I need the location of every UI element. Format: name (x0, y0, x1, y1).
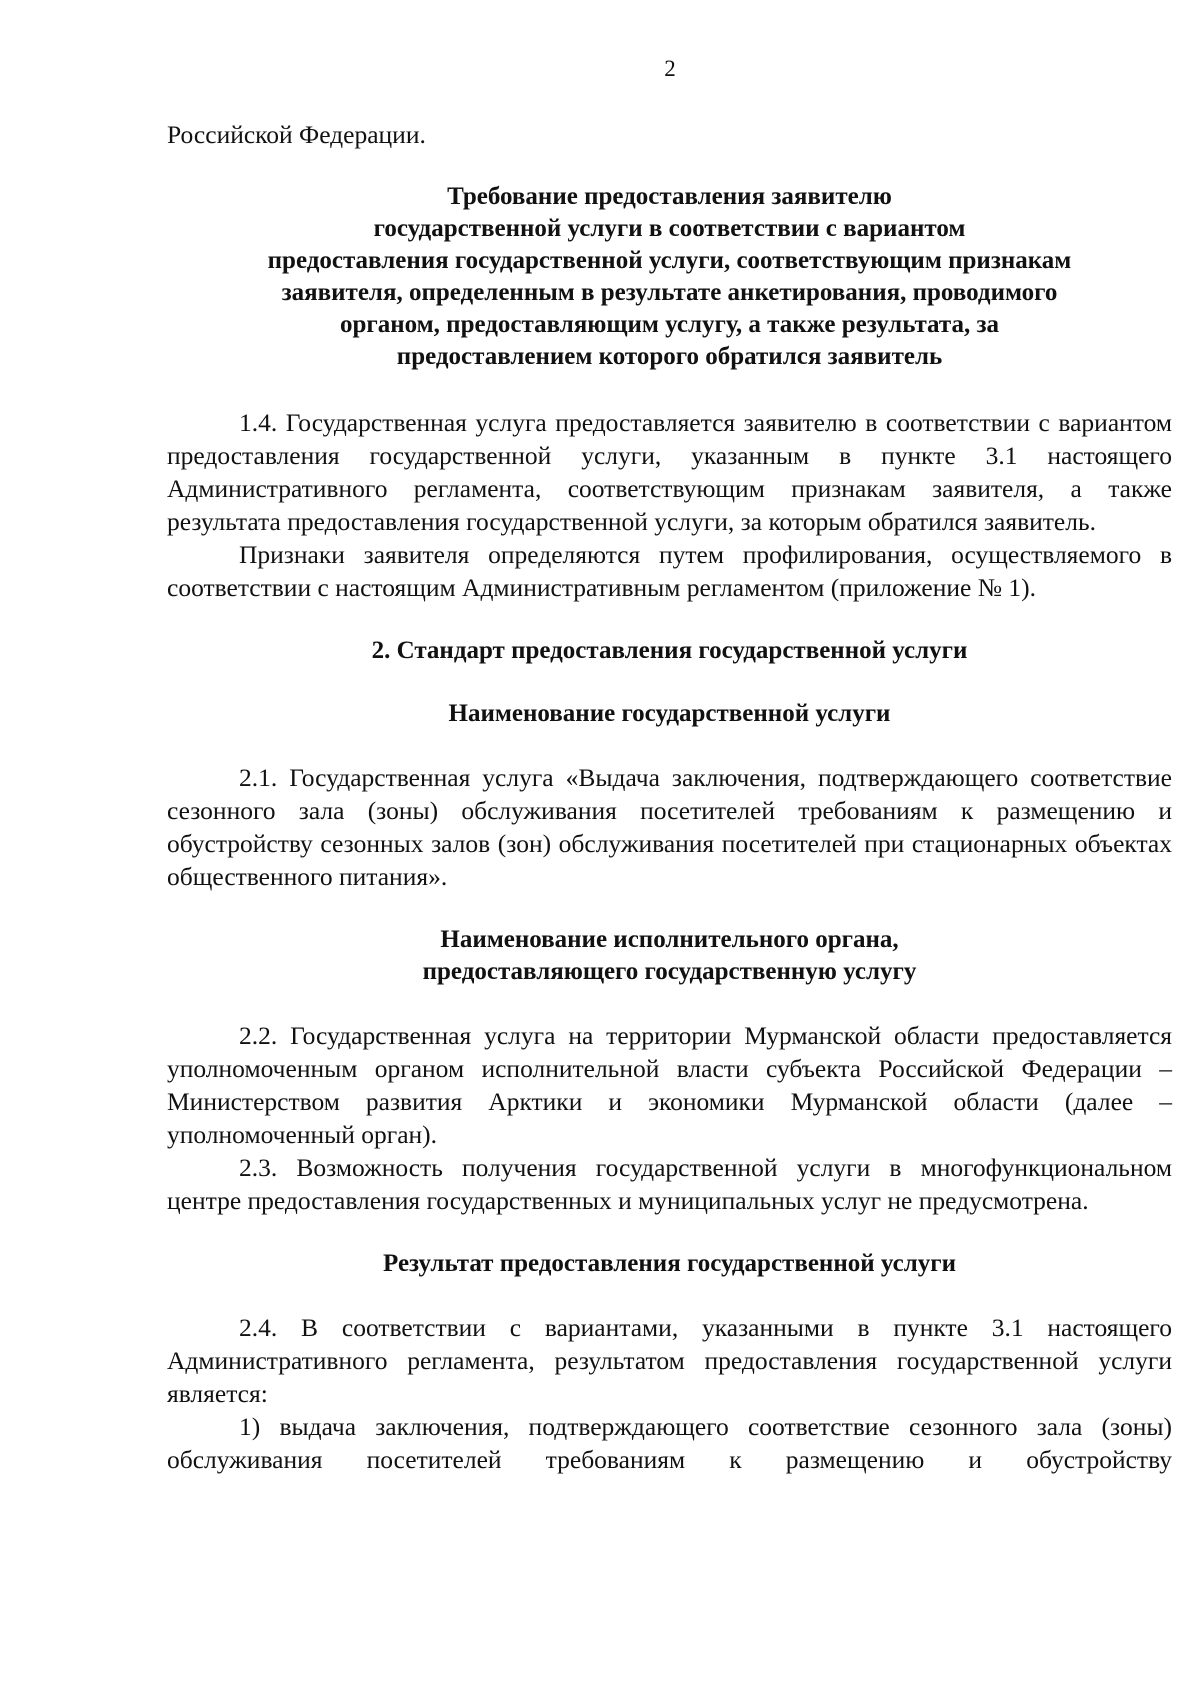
requirement-heading-line: Требование предоставления заявителю (447, 183, 892, 210)
requirement-heading (167, 181, 1172, 373)
result-list-item-1: 1) выдача заключения, подтверждающего соответствие сезонного зала (зоны) обслуживания посетителей требованиям к размещению и обустройству (167, 1412, 1172, 1474)
executive-organ-heading (167, 924, 1172, 988)
paragraph-1-4: 1.4. Государственная услуга предоставляется заявителю в соответствии с вариантом предоставления государственной услуги, указанным в пункте 3.1 настоящего Административного регламента, соответствующим признакам заявителя, а также результата предоставления государственной услуги, за которым обратился заявитель. (167, 408, 1172, 536)
requirement-heading-line: предоставлением которого обратился заявитель (396, 343, 943, 370)
service-result-heading: Результат предоставления государственной услуги (383, 1250, 956, 1277)
requirement-heading-line: предоставления государственной услуги, соответствующим признакам (267, 247, 1072, 274)
section-2-heading: 2. Стандарт предоставления государственной услуги (371, 637, 968, 664)
paragraph-2-2: 2.2. Государственная услуга на территории Мурманской области предоставляется уполномоченным органом исполнительной власти субъекта Российской Федерации – Министерством развития Арктики и экономики Мурманской области (далее – уполномоченный орган). (167, 1021, 1172, 1149)
paragraph-2-1: 2.1. Государственная услуга «Выдача заключения, подтверждающего соответствие сезонного зала (зоны) обслуживания посетителей требованиям к размещению и обустройству сезонных залов (зон) обслуживания посетителей при стационарных объектах общественного питания». (167, 763, 1172, 891)
requirement-heading-line: государственной услуги в соответствии с вариантом (373, 215, 966, 242)
paragraph-2-4: 2.4. В соответствии с вариантами, указанными в пункте 3.1 настоящего Административного регламента, результатом предоставления государственной услуги является: (167, 1313, 1172, 1408)
executive-organ-heading-line: предоставляющего государственную услугу (422, 958, 917, 985)
page-number: 2 (664, 56, 676, 81)
requirement-heading-line: органом, предоставляющим услугу, а также результата, за (339, 311, 1000, 338)
paragraph-applicant-signs: Признаки заявителя определяются путем профилирования, осуществляемого в соответствии с настоящим Административным регламентом (приложение № 1). (167, 540, 1172, 602)
requirement-heading-line: заявителя, определенным в результате анкетирования, проводимого (281, 279, 1058, 306)
executive-organ-heading-line: Наименование исполнительного органа, (440, 926, 899, 953)
document-body (167, 118, 1172, 1476)
paragraph-2-3: 2.3. Возможность получения государственной услуги в многофункциональном центре предоставления государственных и муниципальных услуг не предусмотрена. (167, 1153, 1172, 1215)
continuation-line: Российской Федерации. (167, 120, 426, 149)
service-name-heading: Наименование государственной услуги (448, 700, 891, 727)
